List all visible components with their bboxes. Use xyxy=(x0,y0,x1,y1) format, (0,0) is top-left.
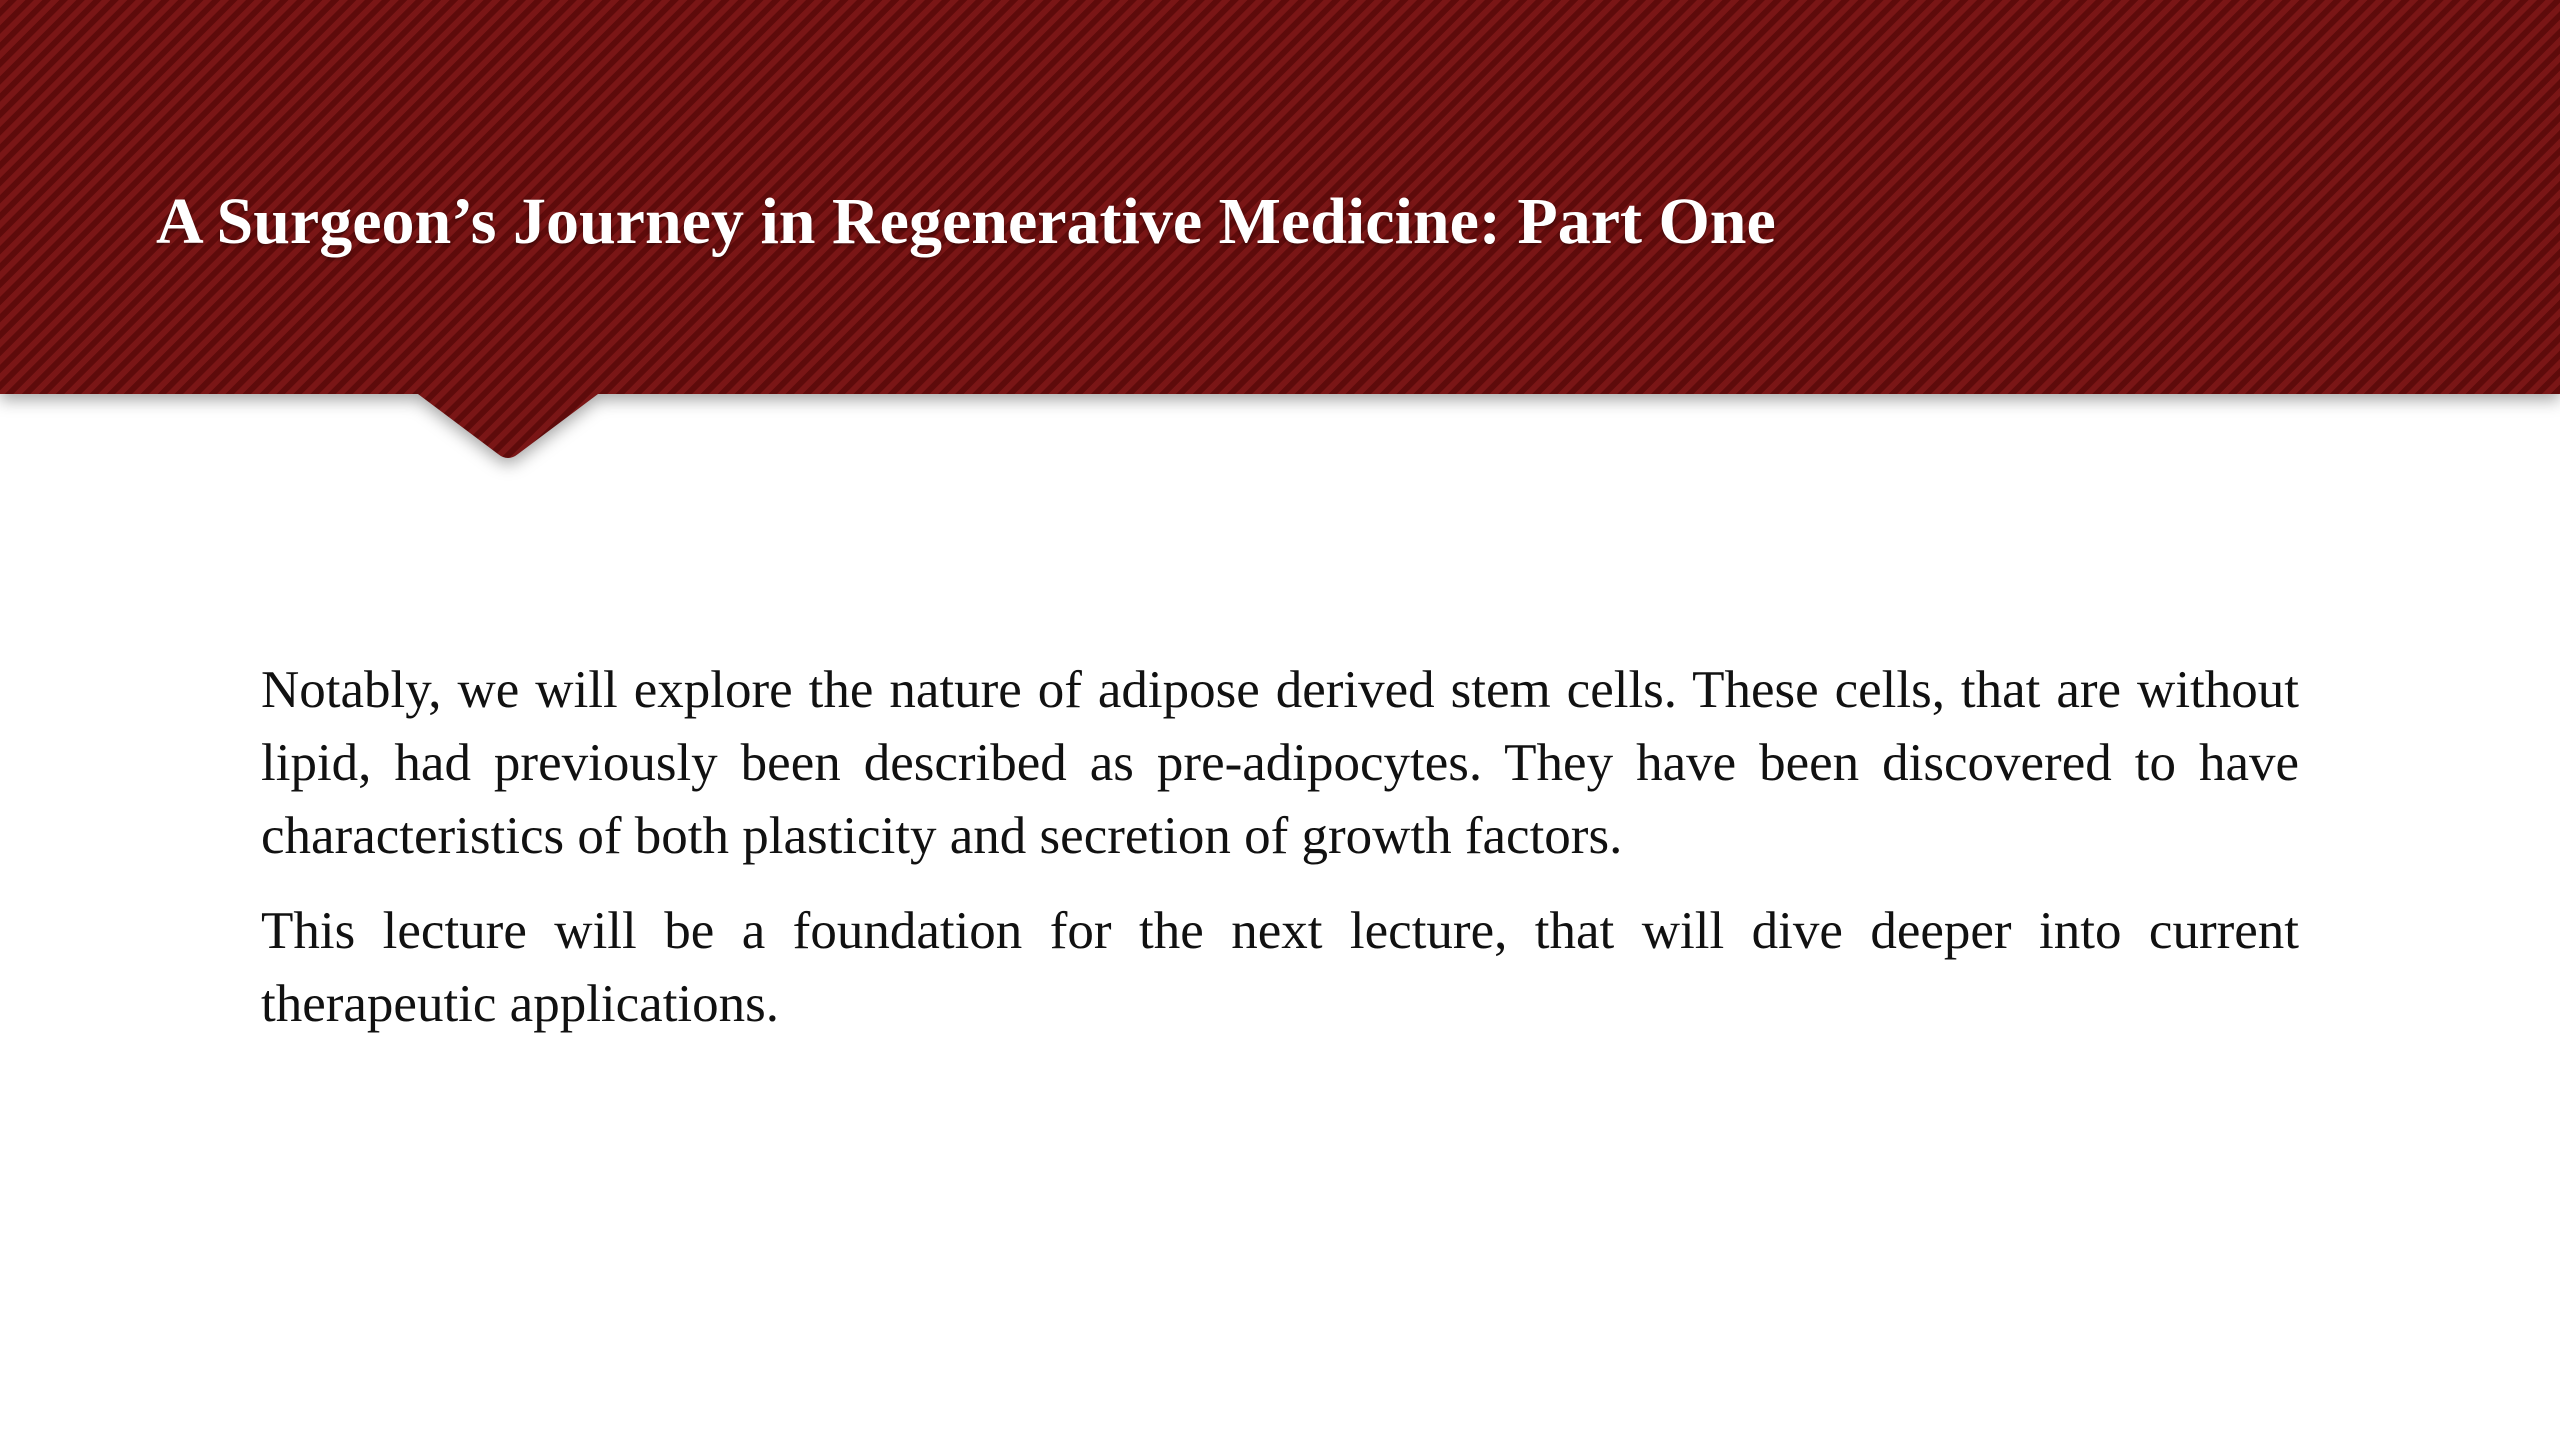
body-paragraph-2: This lecture will be a foundation for the next lecture, that will dive deeper into current therapeutic applications. xyxy=(261,902,2299,1033)
body-paragraph-1: Notably, we will explore the nature of adipose derived stem cells. These cells, that are without lipid, had previously been described as pre-adipocytes. They have been discovered to have characteristics of both plasticity and secretion of growth factors. xyxy=(261,661,2299,865)
slide-title: A Surgeon’s Journey in Regenerative Medicine: Part One xyxy=(156,185,1776,258)
slide-body xyxy=(261,654,2299,1063)
